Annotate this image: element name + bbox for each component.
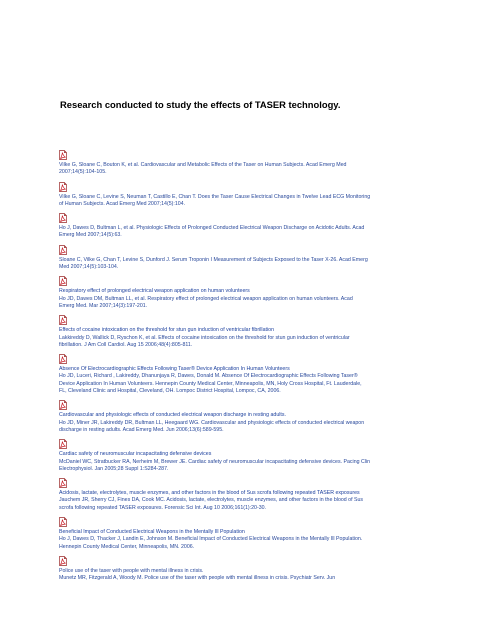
- reference-item: [59, 245, 479, 272]
- reference-item: [59, 439, 479, 473]
- reference-title-link[interactable]: Vilke G, Sloane C, Bouton K, et al. Cardiovascular and Metabolic Effects of the Taser on Human Subjects. Acad Emerg Med: [59, 162, 347, 168]
- reference-citation-line: Jauchem JR, Sherry CJ, Fines DA, Cook MC. Acidosis, lactate, electrolytes, muscle enzymes, and other factors in the blood of Sus: [59, 497, 364, 504]
- reference-citation-line: scrofa following repeated TASER exposures. Forensic Sci Int. Aug 10 2006;161(1):20-30.: [59, 504, 267, 511]
- reference-citation-line: Emerg Med. Mar 2007;14(3):197-201.: [59, 302, 148, 309]
- pdf-file-icon[interactable]: [59, 150, 67, 160]
- reference-citation-line: of Human Subjects. Acad Emerg Med 2007;14(5):104.: [59, 200, 186, 207]
- reference-title-link[interactable]: Cardiovascular and physiologic effects of conducted electrical weapon discharge in resting adults.: [59, 412, 286, 419]
- reference-citation-line: Ho J, Dawes D, Thacker J, Landin E, Johnson M. Beneficial Impact of Conducted Electrical Weapons in the Mentally Ill Population.: [59, 536, 363, 543]
- reference-item: [59, 400, 479, 434]
- pdf-file-icon[interactable]: [59, 478, 67, 488]
- pdf-file-icon[interactable]: [59, 276, 67, 286]
- reference-title-link[interactable]: Respiratory effect of prolonged electrical weapon application on human volunteers: [59, 288, 250, 295]
- reference-title-link[interactable]: Sloane C, Vilke G, Chan T, Levine S, Dunford J. Serum Troponin I Measurement of Subjects Exposed to the Taser X-26. Acad Emerg: [59, 256, 368, 263]
- reference-citation-line: Ho JD, Dawes DM, Bultman LL, et al. Respiratory effect of prolonged electrical weapon application on human volunteers. Acad: [59, 295, 353, 302]
- reference-item: [59, 150, 479, 177]
- reference-citation-line: Med 2007;14(5):103-104.: [59, 264, 119, 271]
- reference-title-link[interactable]: Acidosis, lactate, electrolytes, muscle enzymes, and other factors in the blood of Sus scrofa following repeated TASER exposures: [59, 490, 360, 497]
- pdf-file-icon[interactable]: [59, 315, 67, 325]
- reference-citation-line: Ho JD, Miner JR, Lakireddy DR, Bultman LL, Heegaard WG. Cardiovascular and physiologic effects of conducted electrical weapon: [59, 419, 365, 426]
- pdf-file-icon[interactable]: [59, 213, 67, 223]
- reference-title-link[interactable]: Ho J, Dawes D, Bultman L, et al. Physiologic Effects of Prolonged Conducted Electrical Weapon Discharge on Acidotic Adults. Acad: [59, 225, 365, 232]
- reference-title-link[interactable]: Cardiac safety of neuromuscular incapacitating defensive devices: [59, 451, 212, 458]
- reference-item: [59, 517, 479, 551]
- reference-citation-line: McDaniel WC, Stratbucker RA, Nerheim M, Brewer JE. Cardiac safety of neuromuscular incapacitating defensive devices. Pacing Clin: [59, 458, 371, 465]
- reference-citation-line: Hennepin County Medical Center, Minneapolis, MN. 2006.: [59, 543, 195, 550]
- reference-citation-line: Emerg Med 2007;14(5):63.: [59, 232, 122, 239]
- reference-citation-line: fibrillation. J Am Coll Cardiol. Aug 15 2006;48(4):805-811.: [59, 341, 193, 348]
- pdf-file-icon[interactable]: [59, 245, 67, 255]
- reference-citation-line: discharge in resting adults. Acad Emerg Med. Jun 2006;13(6):589-595.: [59, 426, 224, 433]
- reference-citation-line: Device Application In Human Volunteers. Hennepin County Medical Center, Minneapolis, MN, Holy Cross Hospital, Ft. Lauderdale,: [59, 380, 362, 387]
- reference-title-link[interactable]: Beneficial Impact of Conducted Electrical Weapons in the Mentally Ill Population: [59, 529, 245, 536]
- reference-list: [59, 150, 479, 588]
- reference-title-link[interactable]: Absence Of Electrocardiographic Effects Following Taser® Device Application In Human Volunteers: [59, 366, 290, 373]
- pdf-file-icon[interactable]: [59, 517, 67, 527]
- reference-title-link[interactable]: Vilke G, Sloane C, Levine S, Neuman T, Castillo E, Chan T. Does the Taser Cause Electrical Changes in Twelve Lead ECG Monitoring: [59, 193, 371, 200]
- reference-item: [59, 182, 479, 209]
- reference-item: [59, 276, 479, 310]
- pdf-file-icon[interactable]: [59, 439, 67, 449]
- reference-citation-line: Electrophysiol. Jan 2005;28 Suppl 1:S284-287.: [59, 465, 169, 472]
- reference-item: [59, 213, 479, 240]
- pdf-file-icon[interactable]: [59, 354, 67, 364]
- pdf-file-icon[interactable]: [59, 556, 67, 566]
- page-title: Research conducted to study the effects of TASER technology.: [60, 99, 341, 110]
- reference-item: [59, 478, 479, 512]
- pdf-file-icon[interactable]: [59, 182, 67, 192]
- reference-item: [59, 315, 479, 349]
- reference-citation-line: 2007;14(5):104-105.: [59, 169, 107, 176]
- reference-title-link[interactable]: Police use of the taser with people with mental illness in crisis.: [59, 567, 204, 574]
- reference-citation-line: FL, Cleveland Clinic and Hospital, Cleveland, OH. Lompoc District Hospital, Lompoc, CA, 2006.: [59, 388, 281, 395]
- reference-citation-line: Munetz MR, Fitzgerald A, Woody M. Police use of the taser with people with mental illness in crisis. Psychiatr Serv. Jun: [59, 575, 336, 582]
- reference-citation-line: Lakkireddy D, Wallick D, Ryschon K, et al. Effects of cocaine intoxication on the threshold for stun gun induction of ventricular: [59, 334, 350, 341]
- reference-item: [59, 354, 479, 395]
- reference-citation-line: Ho JD, Luceri, Richard , Lakireddy, Dhanunjaya R, Dawes, Donald M. Absence Of Electrocardiographic Effects Following Taser®: [59, 373, 358, 380]
- reference-item: [59, 556, 479, 583]
- reference-title-link[interactable]: Effects of cocaine intoxication on the threshold for stun gun induction of ventricular fibrillation: [59, 327, 274, 334]
- pdf-file-icon[interactable]: [59, 400, 67, 410]
